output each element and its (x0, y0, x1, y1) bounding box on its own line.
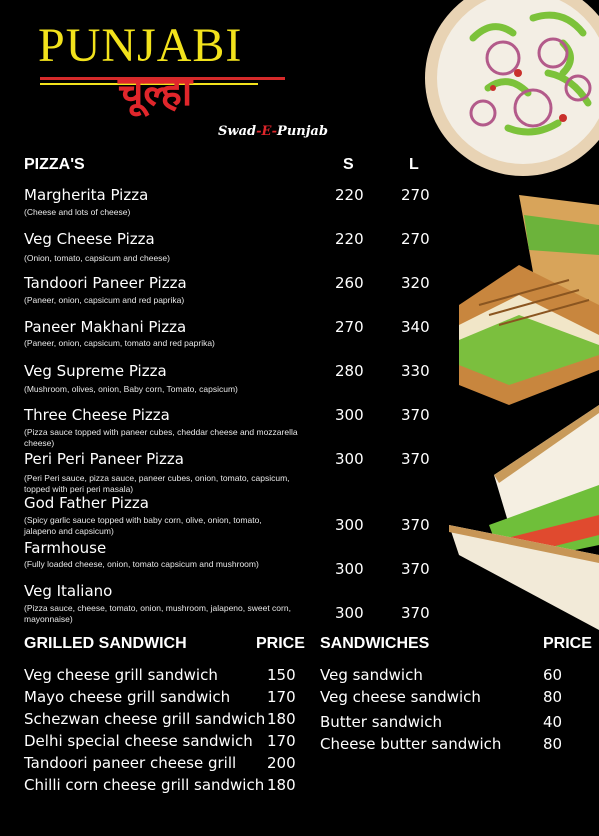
pizza-desc: (Mushroom, olives, onion, Baby corn, Tomato, capsicum) (24, 384, 238, 394)
brand-logo-text: PUNJABI (38, 19, 243, 72)
sandwiches-price-header: PRICE (543, 635, 592, 652)
grilled-sandwich-image (449, 195, 599, 415)
pizza-heading: PIZZA'S (24, 156, 85, 173)
grilled-item-price: 200 (267, 754, 296, 772)
pizza-name: Tandoori Paneer Pizza (24, 274, 187, 292)
pizza-desc: (Pizza sauce, cheese, tomato, onion, mushroom, jalapeno, sweet corn, mayonnaise) (24, 603, 291, 624)
grilled-item-name: Chilli corn cheese grill sandwich (24, 776, 265, 794)
grilled-item-price: 170 (267, 732, 296, 750)
pizza-desc: (Spicy garlic sauce topped with baby corn, olive, onion, tomato, jalapeno and capsicum) (24, 515, 262, 536)
size-small-header: S (343, 156, 354, 173)
pizza-name: God Father Pizza (24, 494, 149, 512)
pizza-price-small: 260 (335, 274, 364, 292)
sandwich-item-name: Cheese butter sandwich (320, 735, 502, 753)
pizza-price-small: 220 (335, 186, 364, 204)
pizza-price-large: 270 (401, 230, 430, 248)
pizza-name: Paneer Makhani Pizza (24, 318, 187, 336)
pizza-name: Farmhouse (24, 539, 107, 557)
grilled-item-name: Veg cheese grill sandwich (24, 666, 218, 684)
pizza-name: Three Cheese Pizza (24, 406, 170, 424)
sandwich-item-price: 80 (543, 735, 563, 753)
sandwich-item-name: Veg cheese sandwich (320, 688, 481, 706)
pizza-desc: (Pizza sauce topped with paneer cubes, cheddar cheese and mozzarella cheese) (24, 427, 298, 448)
pizza-name: Peri Peri Paneer Pizza (24, 450, 184, 468)
grilled-item-name: Mayo cheese grill sandwich (24, 688, 231, 706)
pizza-price-large: 340 (401, 318, 430, 336)
sandwich-item-name: Butter sandwich (320, 713, 442, 731)
grilled-item-price: 150 (267, 666, 296, 684)
pizza-price-small: 300 (335, 560, 364, 578)
pizza-desc: (Paneer, onion, capsicum and red paprika) (24, 295, 185, 305)
sandwiches-heading: SANDWICHES (320, 635, 430, 652)
pizza-name: Margherita Pizza (24, 186, 149, 204)
pizza-price-large: 370 (401, 516, 430, 534)
grilled-item-name: Schezwan cheese grill sandwich (24, 710, 266, 728)
brand-tagline: Swad-E-Punjab (218, 124, 328, 139)
pizza-price-small: 300 (335, 604, 364, 622)
grilled-item-name: Tandoori paneer cheese grill (24, 754, 237, 772)
pizza-desc: (Peri Peri sauce, pizza sauce, paneer cubes, onion, tomato, capsicum, topped with peri peri masala) (24, 473, 290, 494)
sandwich-item-price: 80 (543, 688, 563, 706)
sandwich-image (449, 405, 599, 635)
pizza-price-large: 370 (401, 450, 430, 468)
pizza-price-large: 320 (401, 274, 430, 292)
pizza-price-small: 270 (335, 318, 364, 336)
grilled-item-price: 170 (267, 688, 296, 706)
pizza-price-large: 370 (401, 560, 430, 578)
grilled-item-price: 180 (267, 776, 296, 794)
sandwich-item-price: 60 (543, 666, 563, 684)
pizza-desc: (Onion, tomato, capsicum and cheese) (24, 253, 170, 263)
brand-logo-hindi: चूल्हा (118, 69, 193, 115)
pizza-name: Veg Supreme Pizza (24, 362, 167, 380)
pizza-price-small: 280 (335, 362, 364, 380)
pizza-desc: (Paneer, onion, capsicum, tomato and red paprika) (24, 338, 215, 348)
pizza-price-large: 370 (401, 406, 430, 424)
pizza-name: Veg Cheese Pizza (24, 230, 155, 248)
size-large-header: L (409, 156, 419, 173)
sandwich-item-price: 40 (543, 713, 563, 731)
pizza-price-large: 330 (401, 362, 430, 380)
pizza-price-small: 300 (335, 406, 364, 424)
pizza-image (413, 0, 599, 188)
grilled-item-price: 180 (267, 710, 296, 728)
pizza-price-small: 220 (335, 230, 364, 248)
pizza-price-large: 370 (401, 604, 430, 622)
pizza-price-large: 270 (401, 186, 430, 204)
pizza-desc: (Fully loaded cheese, onion, tomato capsicum and mushroom) (24, 559, 259, 569)
pizza-desc: (Cheese and lots of cheese) (24, 207, 131, 217)
pizza-price-small: 300 (335, 516, 364, 534)
pizza-name: Veg Italiano (24, 582, 113, 600)
pizza-price-small: 300 (335, 450, 364, 468)
grilled-price-header: PRICE (256, 635, 305, 652)
grilled-item-name: Delhi special cheese sandwich (24, 732, 253, 750)
sandwich-item-name: Veg sandwich (320, 666, 423, 684)
grilled-sandwich-heading: GRILLED SANDWICH (24, 635, 187, 652)
